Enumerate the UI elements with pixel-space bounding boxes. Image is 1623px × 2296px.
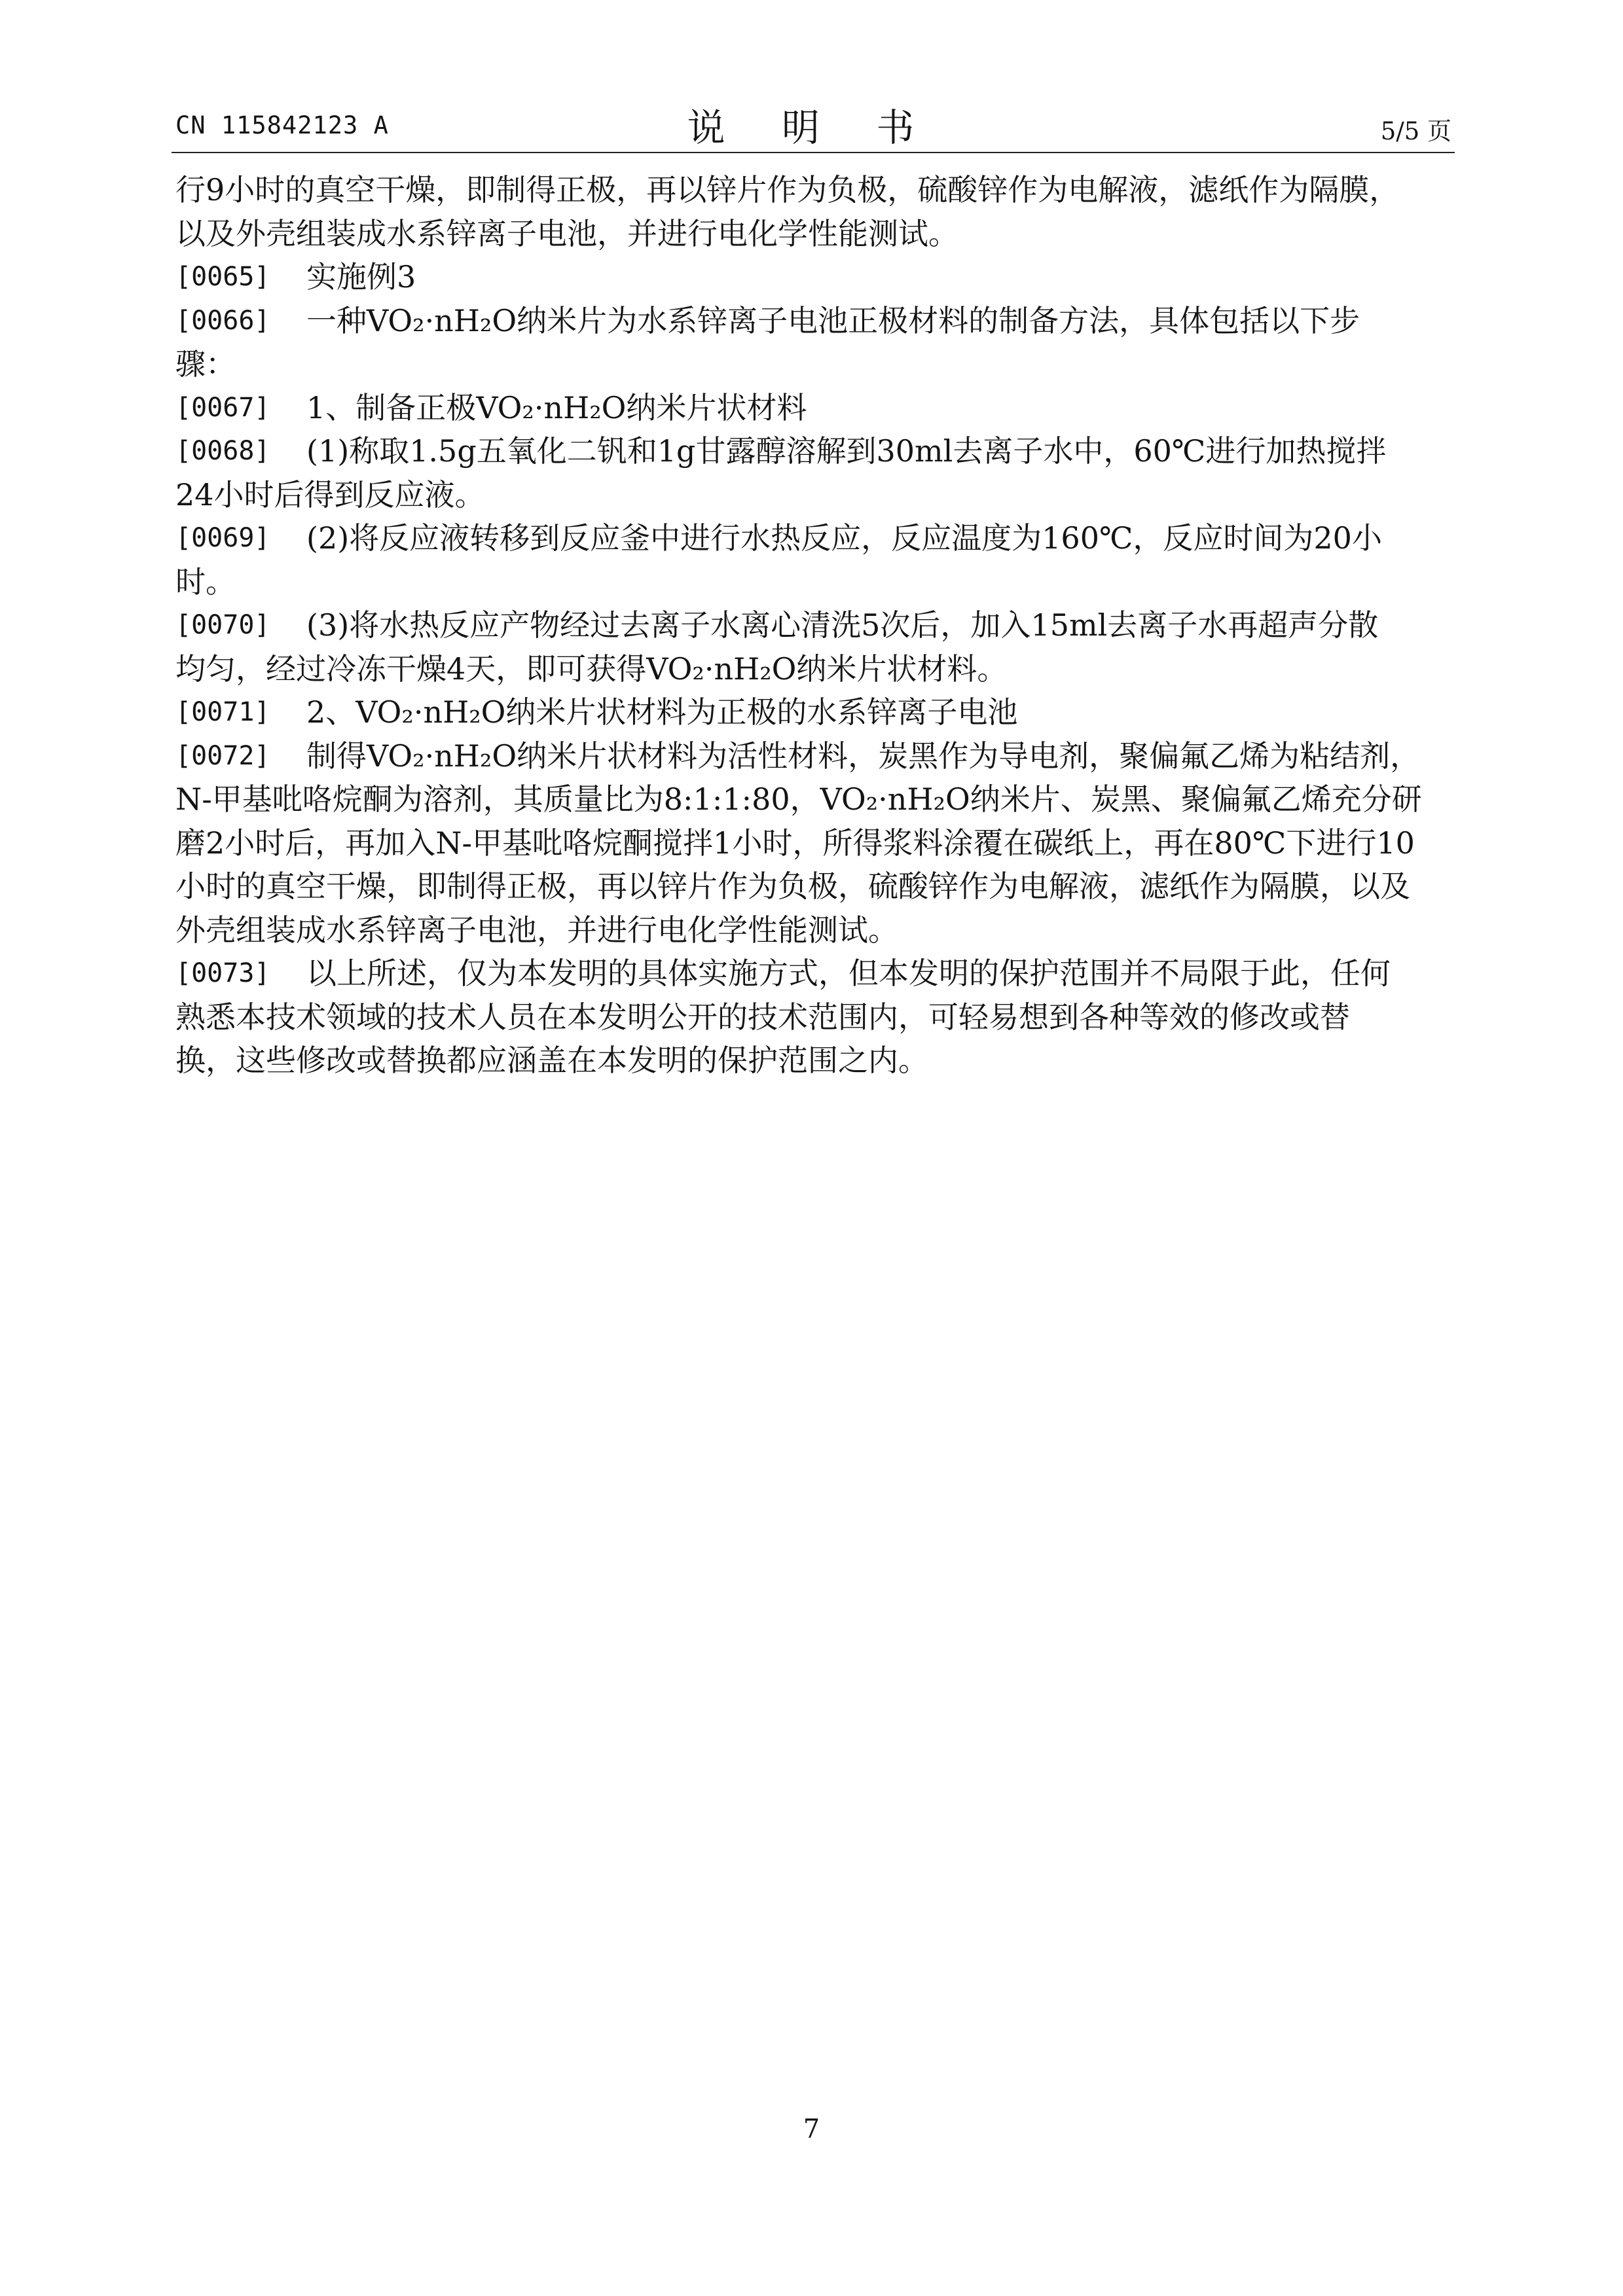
- paragraph-text: 熟悉本技术领域的技术人员在本发明公开的技术范围内，可轻易想到各种等效的修改或替: [175, 999, 1350, 1035]
- text-line: [175, 170, 1452, 209]
- paragraph-number: [0065]: [175, 262, 270, 292]
- paragraph-number: [0072]: [175, 740, 270, 771]
- paragraph-text: 行9小时的真空干燥，即制得正极，再以锌片作为负极，硫酸锌作为电解液，滤纸作为隔膜，: [175, 172, 1400, 207]
- text-line: [175, 780, 1452, 819]
- paragraph-text: (1)称取1.5g五氧化二钒和1g甘露醇溶解到30ml去离子水中，60℃进行加热搅拌: [306, 433, 1387, 469]
- paragraph-text: (3)将水热反应产物经过去离子水离心清洗5次后，加入15ml去离子水再超声分散: [306, 607, 1379, 643]
- paragraph-number: [0066]: [175, 305, 270, 336]
- text-line: [175, 736, 1452, 776]
- text-line: [175, 954, 1452, 993]
- header-rule: [172, 152, 1455, 153]
- text-line: [175, 518, 1452, 558]
- paragraph-number: [0068]: [175, 436, 270, 466]
- text-line: [175, 867, 1452, 906]
- paragraph-text: 外壳组装成水系锌离子电池，并进行电化学性能测试。: [175, 912, 898, 948]
- paragraph-text: 2、VO₂·nH₂O纳米片状材料为正极的水系锌离子电池: [306, 694, 1018, 730]
- paragraph-text: 24小时后得到反应液。: [175, 476, 485, 512]
- document-number: CN 115842123 A: [175, 111, 389, 139]
- paragraph-text: N-甲基吡咯烷酮为溶剂，其质量比为8:1:1:80，VO₂·nH₂O纳米片、炭黑、聚偏氟乙烯充分研: [175, 781, 1422, 817]
- paragraph-text: 以及外壳组装成水系锌离子电池，并进行电化学性能测试。: [175, 215, 958, 251]
- paragraph-text: 制得VO₂·nH₂O纳米片状材料为活性材料，炭黑作为导电剂，聚偏氟乙烯为粘结剂，: [306, 738, 1421, 774]
- text-line: [175, 431, 1452, 471]
- paragraph-text: 时。: [175, 564, 236, 600]
- paragraph-text: 以上所述，仅为本发明的具体实施方式，但本发明的保护范围并不局限于此，任何: [306, 956, 1391, 991]
- paragraph-text: 实施例3: [306, 259, 416, 295]
- text-line: [175, 257, 1452, 296]
- text-line: [175, 388, 1452, 427]
- paragraph-text: 换，这些修改或替换都应涵盖在本发明的保护范围之内。: [175, 1043, 928, 1078]
- paragraph-number: [0071]: [175, 697, 270, 727]
- paragraph-text: 小时的真空干燥，即制得正极，再以锌片作为负极，硫酸锌作为电解液，滤纸作为隔膜，以及: [175, 869, 1410, 904]
- text-line: [175, 692, 1452, 732]
- paragraph-text: 一种VO₂·nH₂O纳米片为水系锌离子电池正极材料的制备方法，具体包括以下步: [306, 302, 1360, 338]
- text-line: [175, 1041, 1452, 1080]
- text-line: [175, 562, 1452, 601]
- text-line: [175, 214, 1452, 253]
- paragraph-number: [0067]: [175, 392, 270, 423]
- text-line: [175, 649, 1452, 689]
- page-number: 7: [803, 2114, 820, 2144]
- text-line: [175, 910, 1452, 950]
- paragraph-number: [0073]: [175, 958, 270, 988]
- page-title: 说 明 书: [687, 105, 937, 150]
- paragraph-text: 1、制备正极VO₂·nH₂O纳米片状材料: [306, 389, 807, 425]
- paragraph-text: 磨2小时后，再加入N-甲基吡咯烷酮搅拌1小时，所得浆料涂覆在碳纸上，再在80℃下进行10: [175, 825, 1415, 861]
- text-line: [175, 344, 1452, 384]
- paragraph-text: (2)将反应液转移到反应釜中进行水热反应，反应温度为160℃，反应时间为20小: [306, 520, 1382, 556]
- text-line: [175, 605, 1452, 645]
- page-indicator: 5/5 页: [1380, 117, 1451, 145]
- text-line: [175, 301, 1452, 340]
- text-line: [175, 997, 1452, 1037]
- text-line: [175, 475, 1452, 514]
- paragraph-number: [0069]: [175, 523, 270, 553]
- text-line: [175, 823, 1452, 863]
- paragraph-text: 骤：: [175, 346, 236, 382]
- paragraph-number: [0070]: [175, 610, 270, 640]
- paragraph-text: 均匀，经过冷冻干燥4天，即可获得VO₂·nH₂O纳米片状材料。: [175, 651, 1008, 687]
